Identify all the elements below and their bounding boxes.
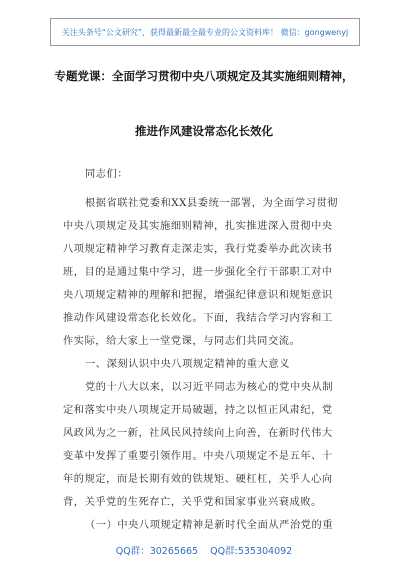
subsection-heading: （一）中央八项规定精神是新时代全面从严治党的重 — [85, 520, 334, 531]
body-line: 党的十八大以来，以习近平同志为核心的党中央从制 — [85, 382, 334, 393]
footer-qq-group-1: QQ群：30265665 — [115, 546, 199, 557]
body-line: 八项规定精神学习教育走深走实，我行党委举办此次读书 — [63, 244, 333, 255]
body-line: 班，目的是通过集中学习，进一步强化全行干部职工对中 — [63, 267, 333, 278]
document-title-line-2: 推进作风建设常态化长效化 — [135, 124, 273, 138]
body-line: 作实际，给大家上一堂党课，与同志们共同交流。 — [63, 336, 301, 347]
header-notice-box — [50, 18, 360, 46]
document-title-line-1: 专题党课：全面学习贯彻中央八项规定及其实施细则精神， — [54, 69, 354, 83]
body-line: 定和落实中央八项规定开局破题，持之以恒正风肃纪，党 — [63, 405, 333, 416]
section-heading: 一、深刻认识中央八项规定精神的重大意义 — [85, 359, 290, 370]
header-notice-text: 关注头条号“公文研究”，获得最新最全最专业的公文资料库！ 微信：gongwenyj — [61, 27, 349, 37]
body-line: 风政风为之一新，社风民风持续向上向善，在新时代伟大 — [63, 428, 333, 439]
body-line: 背，关乎党的生死存亡，关乎党和国家事业兴衰成败。 — [63, 497, 322, 508]
footer-contact — [0, 543, 408, 557]
body-line: 央八项规定精神的理解和把握，增强纪律意识和规矩意识 — [63, 290, 333, 301]
body-line: 变革中发挥了重要引领作用。中央八项规定不是五年、十 — [63, 451, 333, 462]
body-line: 年的规定，而是长期有效的铁规矩、硬杠杠，关乎人心向 — [63, 474, 333, 485]
body-line: 中央八项规定及其实施细则精神，扎实推进深入贯彻中央 — [63, 221, 333, 232]
body-line: 根据省联社党委和XX县委统一部署，为全面学习贯彻 — [85, 198, 339, 209]
footer-qq-group-2: QQ群:535304092 — [210, 546, 293, 557]
salutation: 同志们： — [85, 169, 129, 180]
body-line: 推动作风建设常态化长效化。下面，我结合学习内容和工 — [63, 313, 333, 324]
